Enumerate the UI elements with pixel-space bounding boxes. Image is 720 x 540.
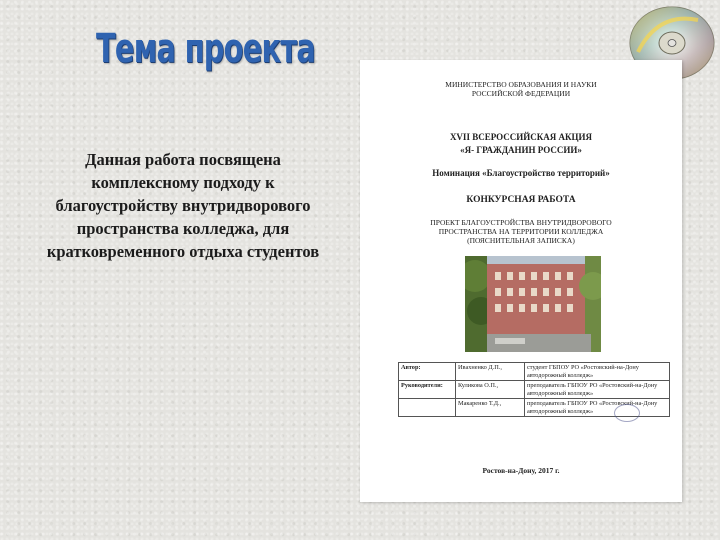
supervisor-2-info: преподаватель ГБПОУ РО «Ростовский-на-Дону автодорожный колледж» (525, 399, 670, 417)
supervisor-2-name: Макаренко Т.Д., (456, 399, 525, 417)
project-description: Данная работа посвящена комплексному подходу к благоустройству внутридворового пространства колледжа, для кратковременного отдыха студентов (46, 150, 320, 261)
table-row (399, 363, 670, 381)
ministry-heading (360, 80, 682, 98)
event-title-line-2: «Я- ГРАЖДАНИН РОССИИ» (460, 145, 582, 155)
project-line-1: ПРОЕКТ БЛАГОУСТРОЙСТВА ВНУТРИДВОРОВОГО (430, 218, 612, 227)
project-line-3: (ПОЯСНИТЕЛЬНАЯ ЗАПИСКА) (467, 236, 575, 245)
supervisor-1-name: Куликова О.П., (456, 381, 525, 399)
slide-title: Тема проекта (96, 26, 316, 72)
author-info: студент ГБПОУ РО «Ростовский-на-Дону автодорожный колледж» (525, 363, 670, 381)
empty-cell (399, 399, 456, 417)
city-year: Ростов-на-Дону, 2017 г. (482, 466, 560, 475)
supervisors-label: Руководители: (399, 381, 456, 399)
ministry-line-2: РОССИЙСКОЙ ФЕДЕРАЦИИ (471, 89, 571, 98)
college-building-photo (465, 256, 601, 352)
event-title-line-1: XVII ВСЕРОССИЙСКАЯ АКЦИЯ (449, 132, 593, 142)
supervisor-1-info: преподаватель ГБПОУ РО «Ростовский-на-Дону автодорожный колледж» (525, 381, 670, 399)
document-title-page (360, 60, 682, 502)
ministry-line-1: МИНИСТЕРСТВО ОБРАЗОВАНИЯ И НАУКИ (445, 80, 597, 89)
project-title (360, 218, 682, 245)
signature-stamp (614, 404, 640, 422)
project-line-2: ПРОСТРАНСТВА НА ТЕРРИТОРИИ КОЛЛЕДЖА (438, 227, 604, 236)
table-row (399, 381, 670, 399)
author-name: Ивахненко Д.П., (456, 363, 525, 381)
author-label: Автор: (399, 363, 456, 381)
nomination: Номинация «Благоустройство территорий» (432, 168, 610, 178)
contest-title: КОНКУРСНАЯ РАБОТА (466, 195, 576, 205)
